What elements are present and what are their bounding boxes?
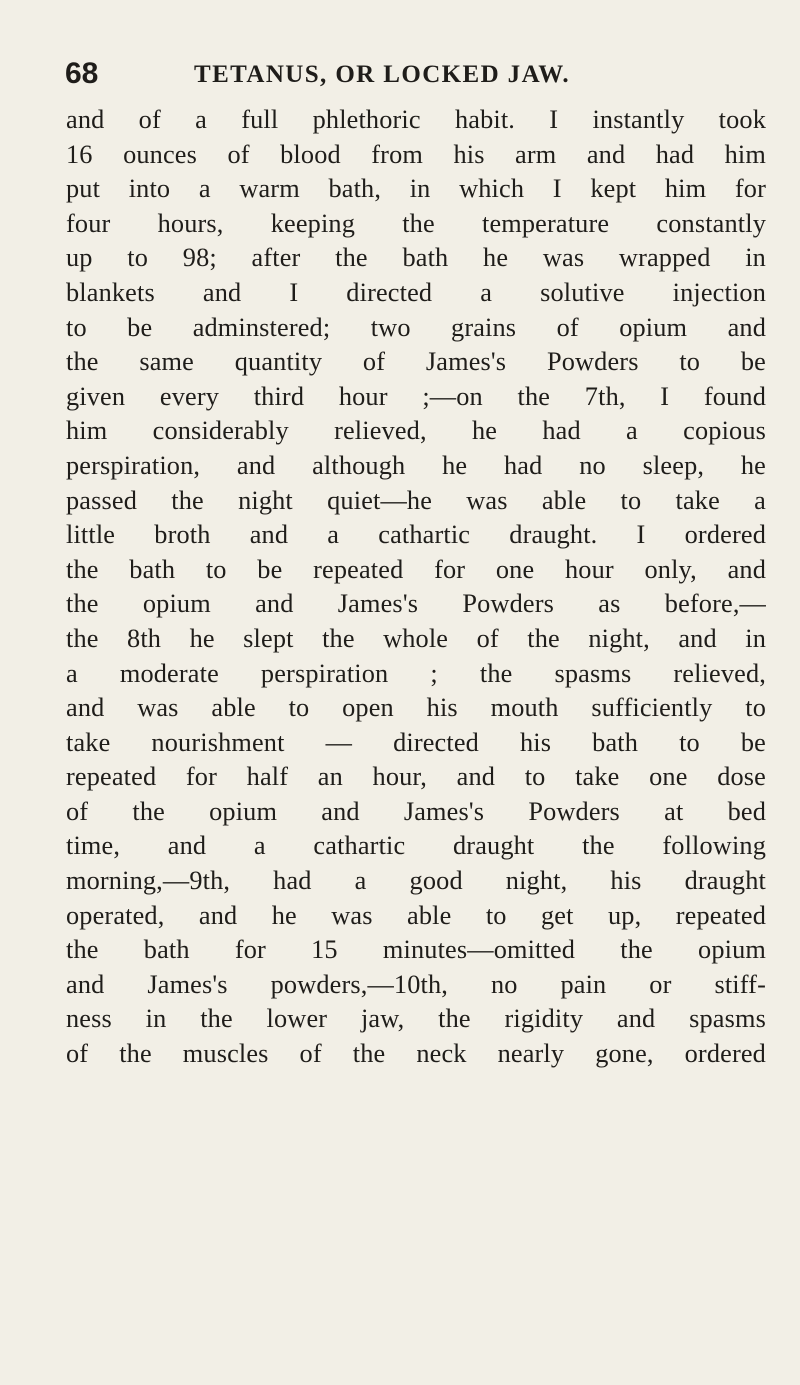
- running-head: TETANUS, OR LOCKED JAW.: [194, 61, 571, 88]
- text-line-3: put into a warm bath, in which I kept him for: [66, 174, 766, 204]
- text-line-18: and was able to open his mouth sufficiently to: [66, 693, 766, 723]
- text-line-28: of the muscles of the neck nearly gone, ordered: [66, 1039, 766, 1069]
- text-line-2: 16 ounces of blood from his arm and had him: [66, 139, 766, 169]
- text-line-10: him considerably relieved, he had a copious: [66, 416, 766, 446]
- text-line-13: little broth and a cathartic draught. I ordered: [66, 520, 766, 550]
- text-line-5: up to 98; after the bath he was wrapped in: [66, 243, 766, 273]
- text-line-17: a moderate perspiration ; the spasms relieved,: [66, 658, 766, 688]
- text-line-27: ness in the lower jaw, the rigidity and spasms: [66, 1004, 766, 1034]
- text-line-20: repeated for half an hour, and to take one dose: [66, 762, 766, 792]
- body-text: [66, 103, 766, 1072]
- text-line-1: and of a full phlethoric habit. I instantly took: [66, 105, 766, 134]
- page-header: [65, 54, 755, 98]
- text-line-22: time, and a cathartic draught the following: [66, 831, 766, 861]
- text-line-21: of the opium and James's Powders at bed: [66, 796, 766, 826]
- text-line-4: four hours, keeping the temperature constantly: [66, 208, 766, 238]
- text-line-24: operated, and he was able to get up, repeated: [66, 900, 766, 930]
- text-line-9: given every third hour ;—on the 7th, I found: [66, 381, 766, 411]
- text-line-7: to be adminstered; two grains of opium and: [66, 312, 766, 342]
- page-number: 68: [65, 57, 99, 90]
- text-line-25: the bath for 15 minutes—omitted the opium: [66, 935, 766, 965]
- text-line-16: the 8th he slept the whole of the night, and in: [66, 623, 766, 653]
- text-line-15: the opium and James's Powders as before,—: [66, 589, 766, 619]
- text-line-12: passed the night quiet—he was able to take a: [66, 485, 766, 515]
- text-line-11: perspiration, and although he had no sleep, he: [66, 450, 766, 480]
- text-line-8: the same quantity of James's Powders to be: [66, 347, 766, 377]
- text-line-19: take nourishment — directed his bath to be: [66, 727, 766, 757]
- text-line-26: and James's powders,—10th, no pain or stiff-: [66, 969, 766, 999]
- text-line-14: the bath to be repeated for one hour only, and: [66, 554, 766, 584]
- text-line-6: blankets and I directed a solutive injection: [66, 277, 766, 307]
- text-line-23: morning,—9th, had a good night, his draught: [66, 866, 766, 896]
